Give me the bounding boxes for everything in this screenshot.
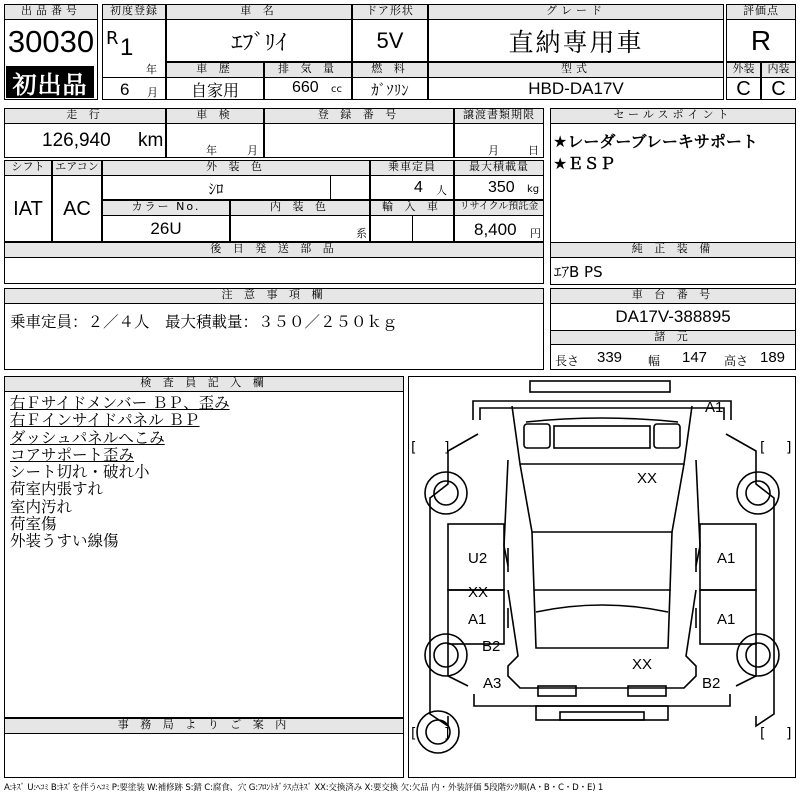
import-label: 輸 入 車 [370,200,454,216]
damage-mark: B2 [482,638,501,655]
first-listing-badge: 初出品 [6,66,94,98]
color-no-label: カラー No. [102,200,230,216]
shift-label: シフト [4,160,52,176]
damage-mark: A1 [717,550,736,567]
notes-label: 注 意 事 項 欄 [4,288,544,304]
fuel-label: 燃 料 [352,62,428,78]
history-label: 車 歴 [166,62,264,78]
transfer-label: 譲渡書類期限 [454,108,544,124]
load-unit: kg [527,184,540,195]
bracket-marker: [ [760,726,766,742]
score: R [750,25,772,56]
transfer-month-unit: 月 [488,144,499,157]
divider [102,77,166,78]
damage-mark: B2 [702,675,721,692]
inspector-line: ダッシュパネルへこみ [10,428,165,447]
width: 147 [682,349,708,366]
load-label: 最大積載量 [454,160,544,176]
mileage-label: 走 行 [4,108,166,124]
transfer-day-unit: 日 [528,144,539,157]
interior-grade: C [771,78,786,100]
int-color-unit: 系 [356,227,367,240]
exterior-label: 外装 [726,62,761,78]
ac: AC [63,197,91,220]
damage-mark: XX [632,656,653,673]
bracket-marker: [ [411,726,417,742]
inspector-label: 検 査 員 記 入 欄 [4,376,404,392]
shift: IAT [13,197,43,220]
seats-unit: 人 [436,184,447,197]
lot-label: 出品番号 [4,4,98,20]
displacement-label: 排 気 量 [264,62,352,78]
later-parts-label: 後 日 発 送 部 品 [4,242,544,258]
color-no: 26U [150,219,182,238]
inspection-label: 車 検 [166,108,264,124]
model: HBD-DA17V [528,79,624,98]
bracket-marker: ] [444,726,450,742]
inspector-line: 右Ｆインサイドパネル ＢＰ [10,411,200,430]
inspector-line: 荷室傷 [10,515,57,534]
inspector-line: シート切れ・破れ小 [10,463,150,482]
inspection-year-unit: 年 [206,144,217,157]
inspector-line: 荷室内張すれ [10,480,104,499]
month-unit: 月 [147,86,158,99]
fuel: ｶﾞｿﾘﾝ [371,80,409,99]
notes-text: 乗車定員：２／４人 最大積載量：３５０／２５０ｋｇ [10,313,398,331]
sales-label: セールスポイント [550,108,796,124]
displacement: 660 [292,79,319,96]
sales-point: ★ＥＳＰ [553,154,616,173]
era: R [106,28,119,49]
dims-label: 諸 元 [550,330,796,345]
inspector-line: 外装うすい線傷 [10,532,119,551]
color: ｼﾛ [208,179,224,198]
damage-mark: XX [468,584,489,601]
length-label: 長さ [555,354,580,368]
length: 339 [597,349,623,366]
vehicle-name-label: 車 名 [166,4,352,20]
lot-number: 30030 [7,24,95,59]
first-reg-month: 6 [120,80,130,99]
int-color-label: 内 装 色 [230,200,370,216]
bracket-marker: ] [786,440,792,456]
inspector-line: 室内汚れ [10,497,73,516]
regno-label: 登 録 番 号 [264,108,454,124]
recycle-unit: 円 [530,227,541,240]
mileage-unit: km [138,130,164,151]
recycle: 8,400 [474,220,517,239]
inspection-month-unit: 月 [247,144,258,157]
color-label: 外 装 色 [102,160,370,176]
chassis-label: 車 台 番 号 [550,288,796,304]
exterior-grade: C [736,78,751,100]
ac-label: エアコン [52,160,102,176]
office-label: 事 務 局 よ り ご 案 内 [4,718,404,734]
grade: 直納専用車 [508,28,644,57]
genuine-equipment: ｴｱB PS [554,263,603,281]
legend: A:ｷｽﾞ U:ﾍｺﾐ B:ｷｽﾞを伴うﾍｺﾐ P:要塗装 W:補修跡 S:錆 C:腐食、穴 G:ﾌﾛﾝﾄｶﾞﾗｽ点ｷｽﾞ XX:交換済み X:要交換 欠:欠品 内・外装評価 5段階ﾗﾝｸ順(A・B・C・D・E) 1 [4,783,604,793]
grade-label: グレード [428,4,724,20]
bracket-marker: [ [760,440,766,456]
divider [330,176,331,200]
model-label: 型式 [428,62,724,78]
height-label: 高さ [724,354,749,368]
bracket-marker: [ [411,440,417,456]
bracket-marker: ] [786,726,792,742]
displacement-unit: cc [331,84,342,95]
damage-mark: XX [637,470,658,487]
damage-mark: U2 [468,550,488,567]
history: 自家用 [190,80,239,100]
year-unit: 年 [146,63,157,76]
door-type: 5V [376,28,404,53]
car-diagram [408,376,796,778]
seats: 4 [414,179,423,196]
inspector-line: コアサポート歪み [10,445,135,464]
load: 350 [488,179,515,196]
height: 189 [760,349,786,366]
chassis-number: DA17V-388895 [615,307,731,326]
divider [412,216,413,242]
score-label: 評価点 [726,4,796,20]
seats-label: 乗車定員 [370,160,454,176]
vehicle-name: ｴﾌﾞﾘｲ [231,30,287,56]
inspector-line: 右Ｆサイドメンバー ＢＰ、歪み [10,394,230,412]
width-label: 幅 [648,354,661,368]
bracket-marker: ] [444,440,450,456]
first-reg-year: 1 [120,34,134,61]
mileage: 126,940 [42,130,111,151]
genuine-label: 純 正 装 備 [550,242,796,258]
damage-mark: A1 [717,611,736,628]
sales-point: ★レーダーブレーキサポート [553,132,758,151]
damage-mark: A3 [483,675,502,692]
inspector-lines [10,395,230,551]
interior-label: 内装 [761,62,796,78]
first-reg-label: 初度登録 [102,4,166,20]
recycle-label: リサイクル預託金 [454,200,544,216]
damage-mark: A1 [468,611,487,628]
door-label: ドア形状 [352,4,428,20]
damage-mark: A1 [705,399,724,416]
